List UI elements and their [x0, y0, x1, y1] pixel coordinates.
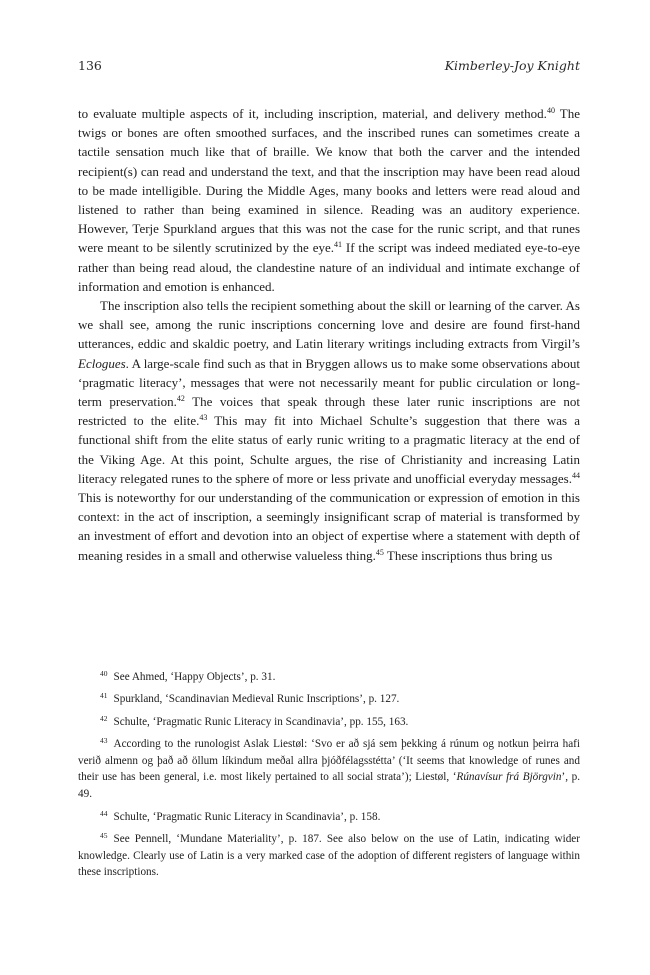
footnote: $^{44}$ Schulte, ‘Pragmatic Runic Literacy in Scandinavia’, p. 158. — [100, 808, 381, 823]
footnote-number: 40 — [100, 669, 108, 678]
footnote: $^{43}$ According to the runologist Aslak Liestøl: ‘Svo er að sjá sem þekking á rúnum og notkun þeirra hafi verið almenn og það að öllum líkindum meðal allra þjóðfélagsstétta’ (‘It seems that knowledge of runes and their use has been general, i.e. most likely pertained to all social strata’); Liestøl, ‘Rúnavísur frá Björgvin’, p. 49. — [78, 735, 581, 801]
footnote: $^{42}$ Schulte, ‘Pragmatic Runic Literacy in Scandinavia’, pp. 155, 163. — [100, 713, 409, 728]
footnote: $^{41}$ Spurkland, ‘Scandinavian Medieval Runic Inscriptions’, p. 127. — [100, 691, 400, 706]
book-title: Eclogues — [78, 355, 126, 371]
paragraph: The inscription also tells the recipient something about the skill or learning of the carver. As we shall see, among the runic inscriptions concerning love and desire are found first-hand utterances, eddic and skaldic poetry, and Latin literary writings including extracts from Virgil’s Eclogues. A large-scale find such as that in Bryggen allows us to make some observations about ‘pragmatic literacy’, messages that were not necessarily meant for public circulation or long-term preservation.$^{42}$ The voices that speak through these later runic inscriptions are not restricted to the elite.$^{43}$ This may fit into Michael Schulte’s suggestion that there was a functional shift from the elite status of early runic writing to a pragmatic literacy at the end of the Viking Age. At this point, Schulte argues, the rise of Christianity and increasing Latin literacy relegated runes to the sphere of more or less private and unofficial everyday messages.$^{44}$ This is noteworthy for our understanding of the communication or expression of emotion in this context: in the act of inscription, a seemingly insignificant scrap of material is transformed by an investment of effort and devotion into an object of expertise where a statement with depth of meaning resides in a small and otherwise valueless thing.$^{45}$ These inscriptions thus bring us — [78, 298, 580, 563]
footnote-ref[interactable]: 44 — [572, 470, 580, 480]
footnote-ref[interactable]: 43 — [199, 413, 208, 423]
footnote-number: 41 — [100, 691, 108, 701]
paragraph: to evaluate multiple aspects of it, including inscription, material, and delivery method.$^{40}$ The twigs or bones are often smoothed surfaces, and the inscribed runes can sometimes create a tactile sensation much like that of braille. We know that both the carver and the intended recipient(s) can read and understand the text, and that the inscription may have been read aloud to be made intelligible. During the Middle Ages, many books and letters were read aloud and listened to rather than being examined in silence. Reading was an auditory experience. However, Terje Spurkland argues that this was not the case for the runic script, and that runes were meant to be silently scrutinized by the eye.$^{41}$ If the script was indeed mediated eye-to-eye rather than being read aloud, the clandestine nature of an individual and intimate exchange of information and emotion is enhanced. — [78, 106, 580, 294]
footnote-ref[interactable]: 45 — [375, 547, 384, 557]
running-head: Kimberley-Joy Knight — [444, 58, 580, 73]
footnote-ref[interactable]: 40 — [546, 106, 555, 115]
page-number: 136 — [78, 58, 102, 73]
footnotes — [78, 669, 580, 887]
footnote-number: 42 — [100, 713, 108, 723]
footnote: $^{45}$ See Pennell, ‘Mundane Materiality’, p. 187. See also below on the use of Latin, indicating wider knowledge. Clearly use of Latin is a very marked case of the adoption of different registers of language within these inscriptions. — [78, 830, 580, 879]
footnote-ref[interactable]: 42 — [176, 394, 185, 404]
body-text — [78, 104, 580, 565]
footnote-ref[interactable]: 41 — [334, 240, 342, 250]
book-title: Rúnavísur frá Björgvin — [456, 771, 562, 784]
footnote-number: 45 — [100, 830, 108, 840]
footnote: $^{40}$ See Ahmed, ‘Happy Objects’, p. 31. — [100, 669, 276, 683]
footnote-number: 43 — [100, 735, 108, 745]
footnote-number: 44 — [100, 808, 108, 818]
